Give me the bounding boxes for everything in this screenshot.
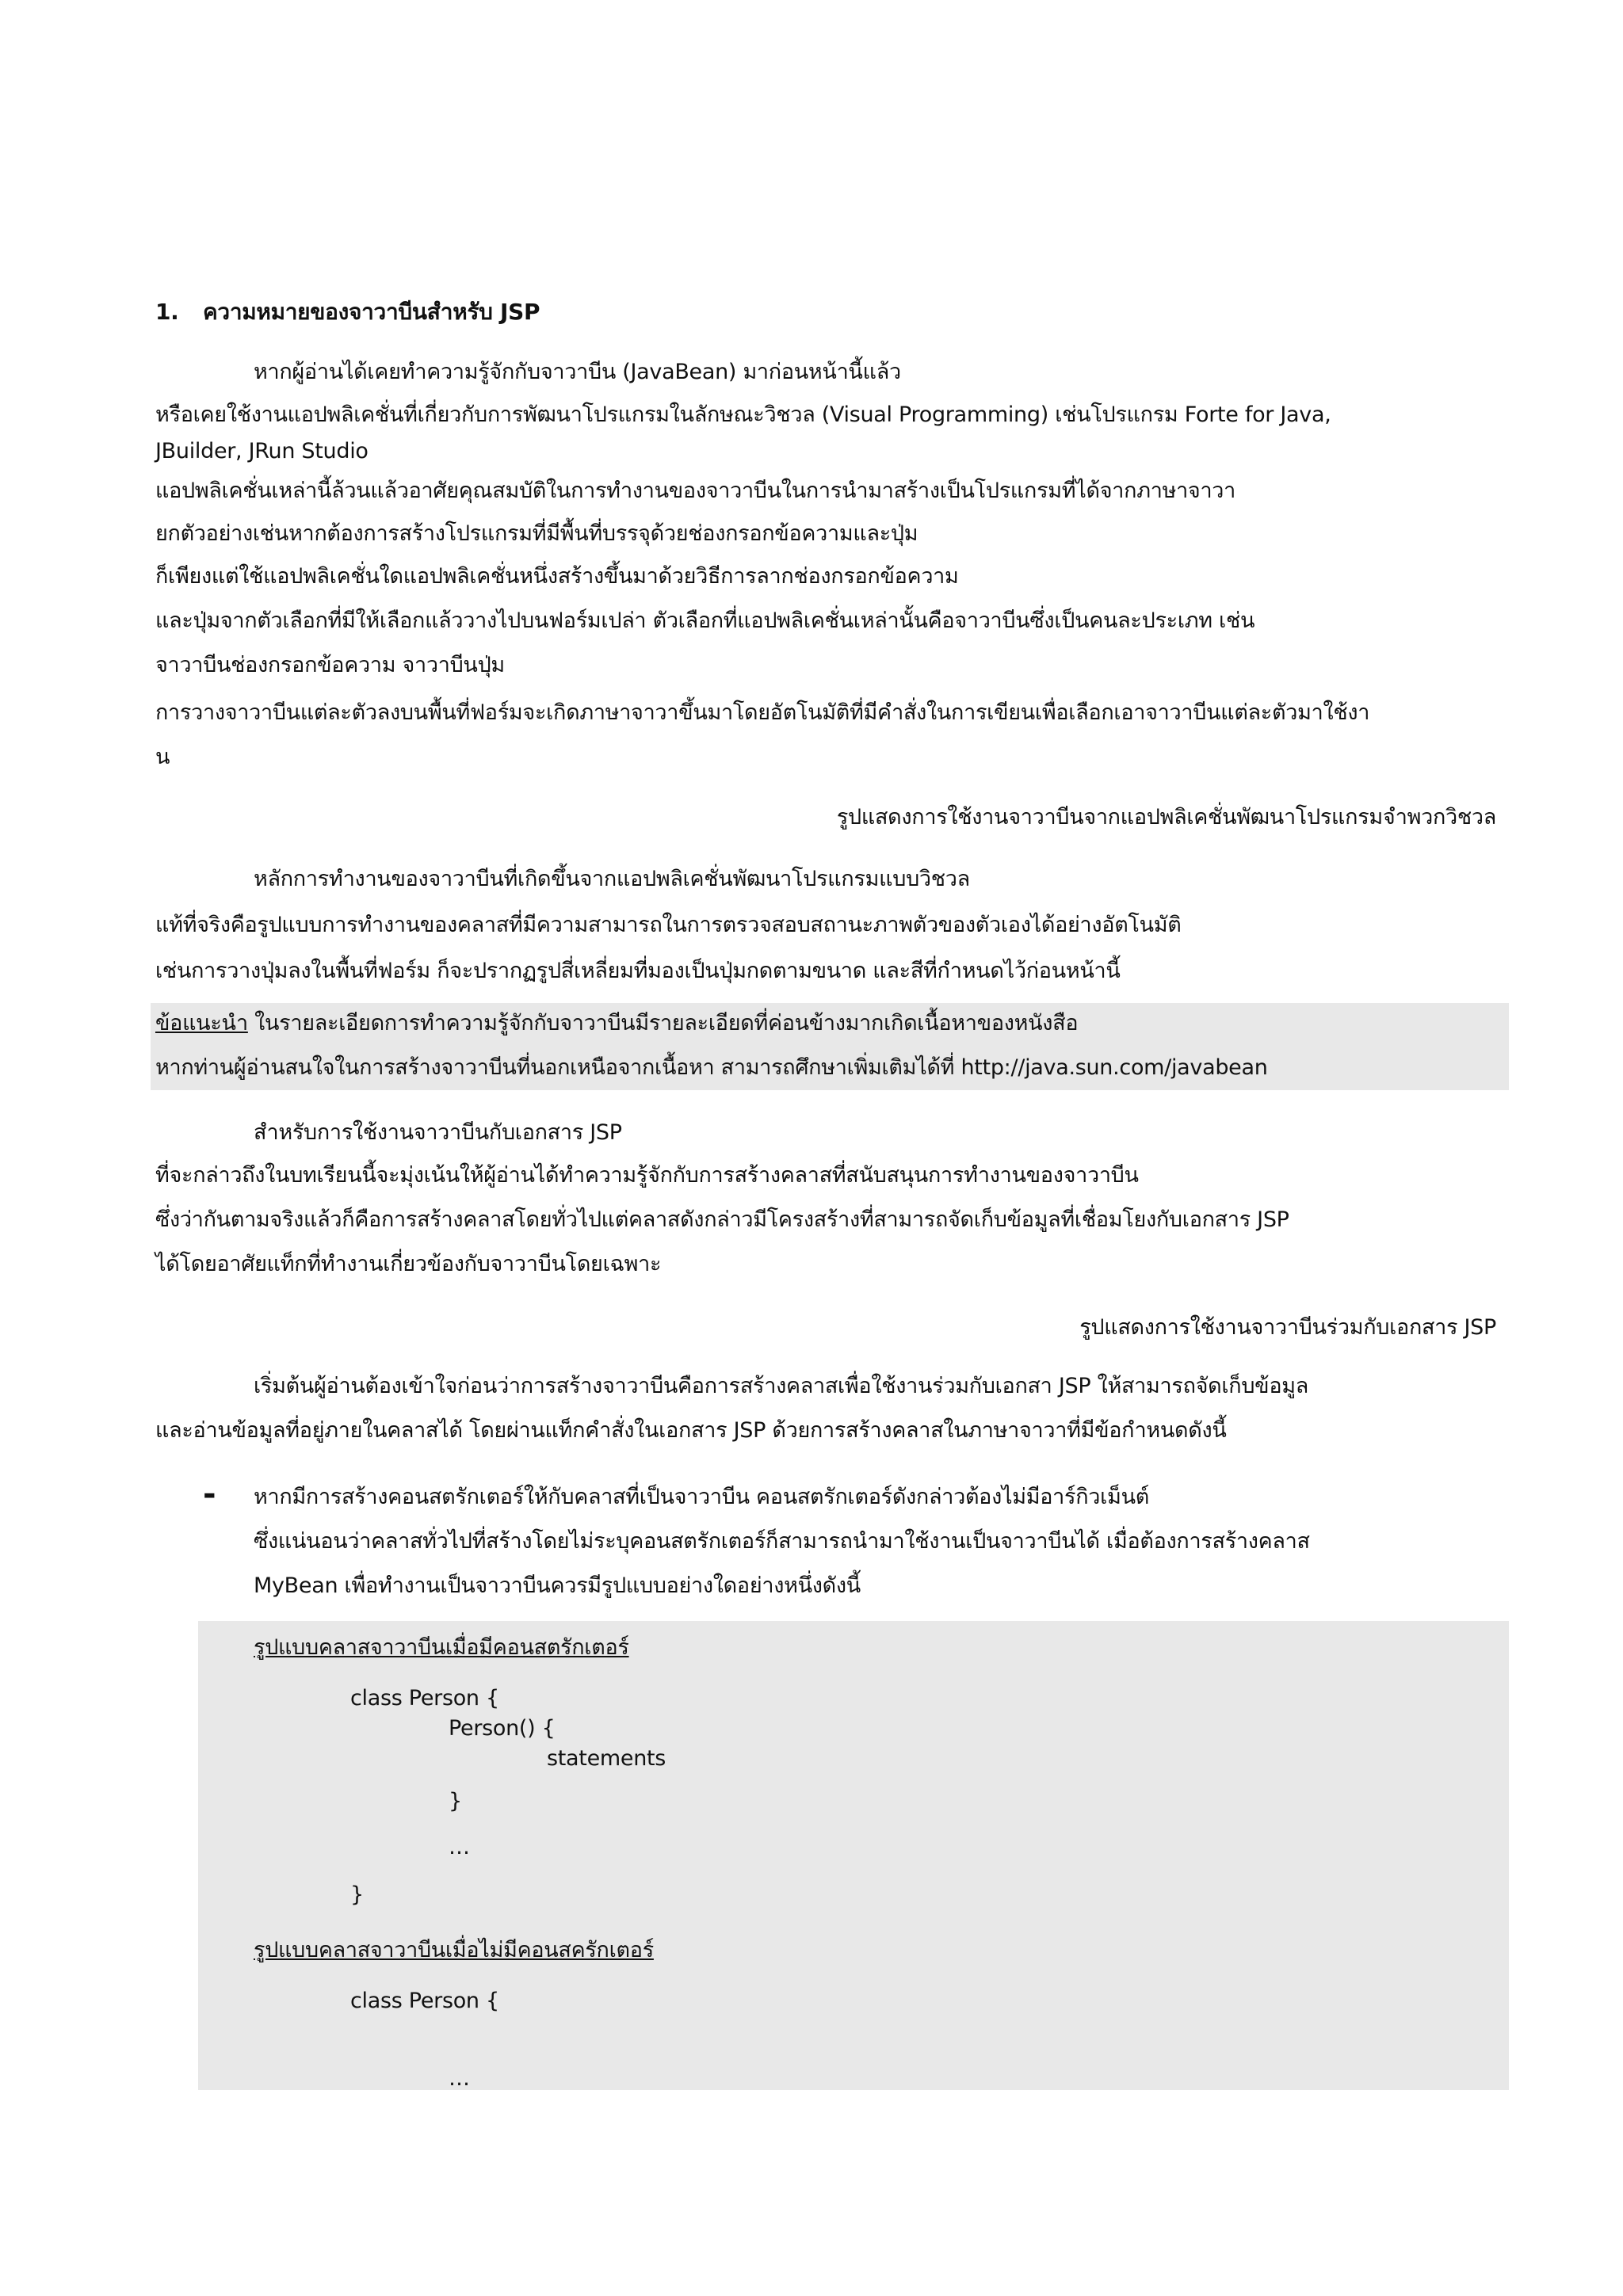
note-text: ในรายละเอียดการทำความรู้จักกับจาวาบีนมีรายละเอียดที่ค่อนข้างมากเกิดเนื้อหาของหนังสือ [247, 1011, 1079, 1035]
section-title: ความหมายของจาวาบีนสำหรับ JSP [203, 299, 540, 325]
principle-line: หลักการทำงานของจาวาบีนที่เกิดขึ้นจากแอปพลิเคชั่นพัฒนาโปรแกรมแบบวิชวล [254, 867, 970, 891]
code-line: … [449, 1835, 470, 1859]
intro-line: และปุ่มจากตัวเลือกที่มีให้เลือกแล้ววางไปบนฟอร์มเปล่า ตัวเลือกที่แอปพลิเคชั่นเหล่านั้นคือจาวาบีนซึ่งเป็นคนละประเภท เช่น [155, 608, 1255, 633]
bullet-line: ซึ่งแน่นอนว่าคลาสทั่วไปที่สร้างโดยไม่ระบุคอนสตรักเตอร์ก็สามารถนำมาใช้งานเป็นจาวาบีนได้ เมื่อต้องการสร้างคลาส [254, 1529, 1310, 1554]
jsp-usage-line: สำหรับการใช้งานจาวาบีนกับเอกสาร JSP [254, 1120, 622, 1145]
intro-line: น [155, 745, 170, 769]
intro-line: JBuilder, JRun Studio [155, 439, 369, 463]
jsp-usage-line: ที่จะกล่าวถึงในบทเรียนนี้จะมุ่งเน้นให้ผู้อ่านได้ทำความรู้จักกับการสร้างคลาสที่สนับสนุนการทำงานของจาวาบีน [155, 1163, 1139, 1188]
code-line: statements [547, 1746, 666, 1771]
code-line: … [449, 2066, 470, 2091]
code-line: class Person { [350, 1686, 499, 1711]
section-number: 1. [155, 299, 179, 325]
start-line: และอ่านข้อมูลที่อยู่ภายในคลาสได้ โดยผ่านแท็กคำสั่งในเอกสาร JSP ด้วยการสร้างคลาสในภาษาจาวาที่มีข้อกำหนดดังนี้ [155, 1418, 1227, 1443]
note-label: ข้อแนะนำ [155, 1011, 248, 1035]
bullet-line: หากมีการสร้างคอนสตรักเตอร์ให้กับคลาสที่เป็นจาวาบีน คอนสตรักเตอร์ดังกล่าวต้องไม่มีอาร์กิวเม็นต์ [254, 1485, 1149, 1509]
bullet-marker: - [203, 1476, 216, 1512]
intro-line: จาวาบีนช่องกรอกข้อความ จาวาบีนปุ่ม [155, 653, 505, 677]
principle-line: แท้ที่จริงคือรูปแบบการทำงานของคลาสที่มีความสามารถในการตรวจสอบสถานะภาพตัวของตัวเองได้อย่างอัตโนมัติ [155, 913, 1182, 937]
start-line: เริ่มต้นผู้อ่านต้องเข้าใจก่อนว่าการสร้างจาวาบีนคือการสร้างคลาสเพื่อใช้งานร่วมกับเอกสา JSP ให้สามารถจัดเก็บข้อมูล [254, 1374, 1308, 1398]
jsp-usage-line: ซึ่งว่ากันตามจริงแล้วก็คือการสร้างคลาสโดยทั่วไปแต่คลาสดังกล่าวมีโครงสร้างที่สามารถจัดเก็บข้อมูลที่เชื่อมโยงกับเอกสาร JSP [155, 1207, 1289, 1232]
intro-line: หากผู้อ่านได้เคยทำความรู้จักกับจาวาบีน (JavaBean) มาก่อนหน้านี้แล้ว [254, 360, 901, 384]
intro-line: หรือเคยใช้งานแอปพลิเคชั่นที่เกี่ยวกับการพัฒนาโปรแกรมในลักษณะวิชวล (Visual Programming) เช่นโปรแกรม Forte for Java, [155, 402, 1331, 427]
intro-line: แอปพลิเคชั่นเหล่านี้ล้วนแล้วอาศัยคุณสมบัติในการทำงานของจาวาบีนในการนำมาสร้างเป็นโปรแกรมที่ได้จากภาษาจาวา [155, 479, 1236, 503]
code-line: Person() { [449, 1716, 556, 1741]
code-line: } [449, 1789, 462, 1814]
intro-line: ยกตัวอย่างเช่นหากต้องการสร้างโปรแกรมที่มีพื้นที่บรรจุด้วยช่องกรอกข้อความและปุ่ม [155, 521, 918, 546]
section-heading [155, 295, 540, 330]
jsp-usage-line: ได้โดยอาศัยแท็กที่ทำงานเกี่ยวข้องกับจาวาบีนโดยเฉพาะ [155, 1252, 662, 1276]
code-box-title-2: รูปแบบคลาสจาวาบีนเมื่อไม่มีคอนสครักเตอร์ [254, 1938, 654, 1962]
note-line-2: หากท่านผู้อ่านสนใจในการสร้างจาวาบีนที่นอกเหนือจากเนื้อหา สามารถศึกษาเพิ่มเติมได้ที่ http://java.sun.com/javabean [155, 1055, 1268, 1080]
figure-caption: รูปแสดงการใช้งานจาวาบีนร่วมกับเอกสาร JSP [1079, 1315, 1496, 1340]
intro-line: ก็เพียงแต่ใช้แอปพลิเคชั่นใดแอปพลิเคชั่นหนึ่งสร้างขึ้นมาด้วยวิธีการลากช่องกรอกข้อความ [155, 564, 959, 589]
intro-line: การวางจาวาบีนแต่ละตัวลงบนพื้นที่ฟอร์มจะเกิดภาษาจาวาขึ้นมาโดยอัตโนมัติที่มีคำสั่งในการเขียนเพื่อเลือกเอาจาวาบีนแต่ละตัวมาใช้งา [155, 700, 1370, 725]
figure-caption: รูปแสดงการใช้งานจาวาบีนจากแอปพลิเคชั่นพัฒนาโปรแกรมจำพวกวิชวล [836, 805, 1496, 830]
bullet-line: MyBean เพื่อทำงานเป็นจาวาบีนควรมีรูปแบบอย่างใดอย่างหนึ่งดังนี้ [254, 1573, 861, 1598]
code-box-title-1: รูปแบบคลาสจาวาบีนเมื่อมีคอนสตรักเตอร์ [254, 1635, 629, 1660]
note-line-1 [155, 1006, 1078, 1041]
code-line: } [350, 1882, 364, 1907]
principle-line: เช่นการวางปุ่มลงในพื้นที่ฟอร์ม ก็จะปรากฏรูปสี่เหลี่ยมที่มองเป็นปุ่มกดตามขนาด และสีที่กำหนดไว้ก่อนหน้านี้ [155, 959, 1121, 983]
code-line: class Person { [350, 1989, 499, 2013]
